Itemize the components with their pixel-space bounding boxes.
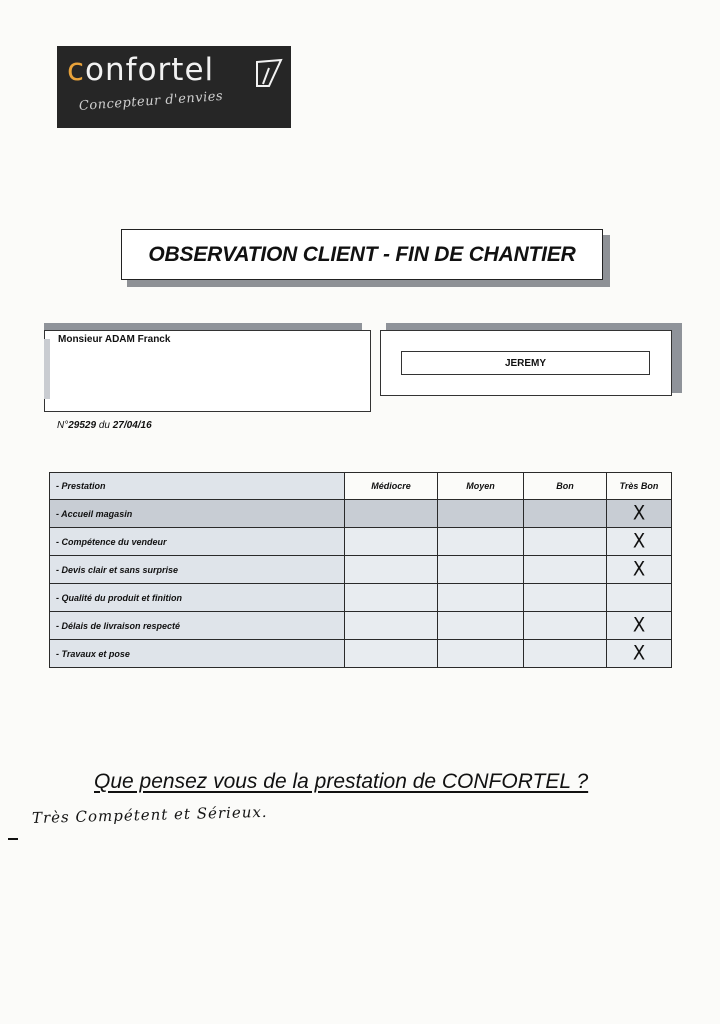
row-label: - Qualité du produit et finition <box>50 584 345 612</box>
cell-bon[interactable] <box>524 556 607 584</box>
cell-moyen[interactable] <box>438 500 524 528</box>
answer-dash <box>8 838 18 840</box>
header-mediocre: Médiocre <box>345 473 438 500</box>
row-label: - Compétence du vendeur <box>50 528 345 556</box>
cell-bon[interactable] <box>524 612 607 640</box>
row-label: - Devis clair et sans surprise <box>50 556 345 584</box>
cell-bon[interactable] <box>524 528 607 556</box>
row-label: - Délais de livraison respecté <box>50 612 345 640</box>
table-row <box>50 500 672 528</box>
check-mark: X <box>632 529 646 554</box>
salesperson-name: JEREMY <box>401 351 650 375</box>
cell-bon[interactable] <box>524 500 607 528</box>
cell-moyen[interactable] <box>438 640 524 668</box>
cell-tres-bon[interactable] <box>607 500 672 528</box>
salesperson-box-shade-side <box>672 323 682 393</box>
order-date: 27/04/16 <box>112 420 152 431</box>
cell-tres-bon[interactable] <box>607 640 672 668</box>
cell-bon[interactable] <box>524 584 607 612</box>
cell-tres-bon[interactable] <box>607 556 672 584</box>
table-row <box>50 528 672 556</box>
cell-tres-bon[interactable] <box>607 528 672 556</box>
page-title: OBSERVATION CLIENT - FIN DE CHANTIER <box>148 242 576 266</box>
logo-tagline: Concepteur d'envies <box>78 88 224 114</box>
logo-mark-icon <box>255 58 283 88</box>
cell-mediocre[interactable] <box>345 528 438 556</box>
row-label: - Accueil magasin <box>50 500 345 528</box>
cell-tres-bon[interactable] <box>607 584 672 612</box>
cell-mediocre[interactable] <box>345 612 438 640</box>
table-row <box>50 556 672 584</box>
cell-mediocre[interactable] <box>345 640 438 668</box>
logo-wordmark: confortel <box>67 52 215 88</box>
table-row <box>50 584 672 612</box>
cell-mediocre[interactable] <box>345 584 438 612</box>
confortel-logo <box>57 46 291 128</box>
header-moyen: Moyen <box>438 473 524 500</box>
table-row <box>50 612 672 640</box>
cell-mediocre[interactable] <box>345 500 438 528</box>
header-prestation: - Prestation <box>50 473 345 500</box>
row-label: - Travaux et pose <box>50 640 345 668</box>
client-box <box>44 330 371 412</box>
cell-mediocre[interactable] <box>345 556 438 584</box>
header-tres-bon: Très Bon <box>607 473 672 500</box>
cell-moyen[interactable] <box>438 556 524 584</box>
title-box <box>121 229 603 280</box>
check-mark: X <box>632 501 646 526</box>
order-number: 29529 <box>68 420 97 431</box>
client-name: Monsieur ADAM Franck <box>58 334 171 345</box>
cell-moyen[interactable] <box>438 528 524 556</box>
cell-moyen[interactable] <box>438 612 524 640</box>
order-reference: N°29529 du 27/04/16 <box>57 420 152 431</box>
handwritten-answer[interactable]: Très Compétent et Sérieux. <box>31 802 268 827</box>
cell-moyen[interactable] <box>438 584 524 612</box>
cell-tres-bon[interactable] <box>607 612 672 640</box>
table-row <box>50 640 672 668</box>
cell-bon[interactable] <box>524 640 607 668</box>
rating-table <box>49 472 672 668</box>
check-mark: X <box>632 557 646 582</box>
feedback-question: Que pensez vous de la prestation de CONFORTEL ? <box>94 770 589 793</box>
check-mark: X <box>632 613 646 638</box>
check-mark: X <box>632 641 646 666</box>
table-header-row <box>50 473 672 500</box>
client-box-sidebar <box>44 339 50 399</box>
header-bon: Bon <box>524 473 607 500</box>
